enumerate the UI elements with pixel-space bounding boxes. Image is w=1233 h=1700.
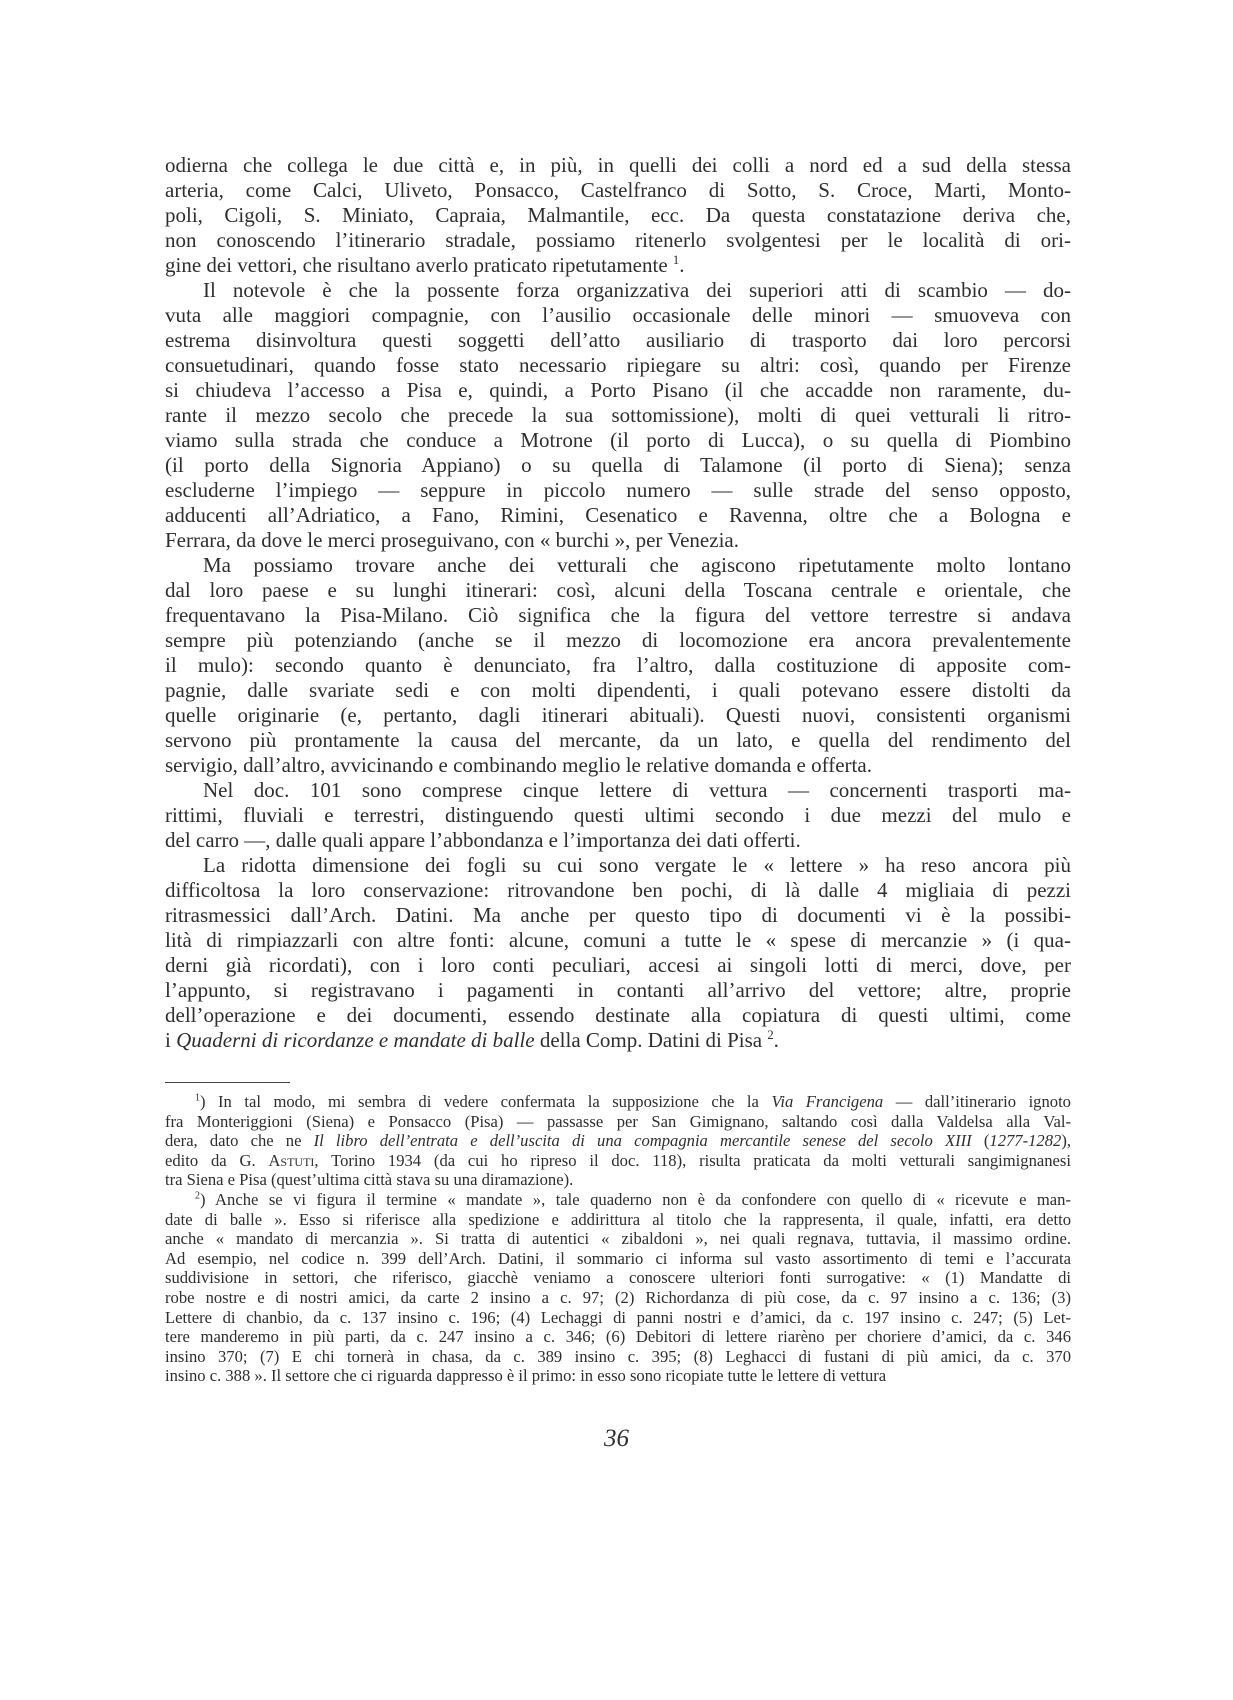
text-line: consuetudinari, quando fosse stato necessario ripiegare su altri: così, quando per Firenze [165, 353, 1071, 377]
text-line: rante il mezzo secolo che precede la sua sottomissione), molti di quei vetturali li ritro- [165, 403, 1071, 427]
text-line: il mulo): secondo quanto è denunciato, fra l’altro, dalla costituzione di apposite com- [165, 653, 1071, 677]
text-line: difficoltosa la loro conservazione: ritrovandone ben pochi, di là dalle 4 migliaia di pezzi [165, 878, 1071, 902]
text-line: Ma possiamo trovare anche dei vetturali che agiscono ripetutamente molto lontano [203, 553, 1071, 577]
page-number: 36 [604, 1425, 629, 1452]
text-line [165, 1151, 1071, 1171]
text-segment: 1277-1282 [989, 1131, 1062, 1151]
text-line: servigio, dall’altro, avvicinando e combinando meglio le relative domanda e offerta. [165, 753, 872, 777]
footnote-ref: 2 [195, 1190, 200, 1202]
paragraph [165, 553, 1071, 778]
text-line: Lettere di chanbio, da c. 137 insino c. 196; (4) Lechaggi di panni nostri e d’amici, da c. 197 insino c. 247; (5) Let- [165, 1307, 1071, 1327]
text-line: date di balle ». Esso si riferisce alla spedizione e addirittura al titolo che la rappresenta, il quale, infatti, era detto [165, 1209, 1071, 1229]
text-segment: ), [1061, 1131, 1071, 1151]
text-line [165, 1131, 1071, 1151]
text-line: derni già ricordati), con i loro conti peculiari, accesi ai singoli lotti di merci, dove, per [165, 953, 1071, 977]
text-line: robe nostre e di nostri amici, da carte 2 insino a c. 97; (2) Richordanza di più cose, da c. 97 insino a c. 136; (3) [165, 1287, 1071, 1307]
text-line: dell’operazione e dei documenti, essendo destinate alla copiatura di questi ultimi, come [165, 1003, 1071, 1027]
text-line [165, 253, 1071, 278]
text-line: ritrasmessici dall’Arch. Datini. Ma anche per questo tipo di documenti vi è la possibi- [165, 903, 1071, 927]
text-segment: edito da G. [165, 1150, 269, 1170]
text-line: escluderne l’impiego — seppure in piccolo numero — sulle strade del senso opposto, [165, 478, 1071, 502]
text-line: odierna che collega le due città e, in più, in quelli dei colli a nord ed a sud della stessa [165, 153, 1071, 177]
footnote-ref: 2 [767, 1028, 774, 1042]
footnotes [165, 1092, 1071, 1386]
paragraph [165, 153, 1071, 278]
main-text [165, 153, 1071, 1053]
text-line [165, 1028, 1071, 1053]
text-line: viamo sulla strada che conduce a Motrone (il porto di Lucca), o su quella di Piombino [165, 428, 1071, 452]
text-line: insino c. 388 ». Il settore che ci riguarda dappresso è il primo: in esso sono ricopiate tutte le lettere di vettura [165, 1366, 887, 1386]
paragraph [165, 278, 1071, 553]
text-line: fra Monteriggioni (Siena) e Ponsacco (Pisa) — passasse per San Gimignano, saltando così dalla Valdelsa alla Val- [165, 1111, 1071, 1131]
text-line: poli, Cigoli, S. Miniato, Capraia, Malmantile, ecc. Da questa constatazione deriva che, [165, 203, 1071, 227]
text-line: frequentavano la Pisa-Milano. Ciò significa che la figura del vettore terrestre si andava [165, 603, 1071, 627]
text-line: arteria, come Calci, Uliveto, Ponsacco, Castelfranco di Sotto, S. Croce, Marti, Monto- [165, 178, 1071, 202]
text-line: non conoscendo l’itinerario stradale, possiamo ritenerlo svolgentesi per le località di ori- [165, 228, 1071, 252]
text-line: (il porto della Signoria Appiano) o su quella di Talamone (il porto di Siena); senza [165, 453, 1071, 477]
text-line: quelle originarie (e, pertanto, dagli itinerari abituali). Questi nuovi, consistenti organismi [165, 703, 1071, 727]
text-line: anche « mandato di mercanzia ». Si tratta di autentici « zibaldoni », nei quali regnava, tuttavia, il massimo ordine. [165, 1229, 1071, 1249]
text-line: del carro —, dalle quali appare l’abbondanza e l’importanza dei dati offerti. [165, 828, 801, 852]
text-line: tra Siena e Pisa (quest’ultima città stava su una diramazione). [165, 1170, 574, 1190]
text-segment: . [773, 1028, 779, 1052]
text-line: insino 370; (7) E chi tornerà in chasa, da c. 389 insino c. 395; (8) Leghacci di fustani di più amici, da c. 370 [165, 1346, 1071, 1366]
text-line: sempre più potenziando (anche se il mezzo di locomozione era ancora prevalentemente [165, 628, 1071, 652]
text-line: si chiudeva l’accesso a Pisa e, quindi, a Porto Pisano (il che accadde non raramente, du- [165, 378, 1071, 402]
text-segment: Il libro dell’entrata e dell’uscita di una compagnia mercantile senese del secolo XIII [313, 1131, 972, 1151]
text-line: Ferrara, da dove le merci proseguivano, con « burchi », per Venezia. [165, 528, 739, 552]
text-line: Il notevole è che la possente forza organizzativa dei superiori atti di scambio — do- [203, 278, 1071, 302]
text-segment: i [165, 1028, 177, 1052]
text-line: tere manderemo in più parti, da c. 247 insino a c. 346; (6) Debitori di lettere riarèno per choriere d’amici, da c. 346 [165, 1327, 1071, 1347]
text-segment: ) Anche se vi figura il termine « mandate », tale quaderno non è da confondere con quello di « ricevute e man- [199, 1189, 1071, 1209]
text-line: lità di rimpiazzarli con altre fonti: alcune, comuni a tutte le « spese di mercanzie » (i qua- [165, 928, 1071, 952]
text-line: l’appunto, si registravano i pagamenti in contanti all’arrivo del vettore; altre, proprie [165, 978, 1071, 1002]
text-line: Ad esempio, nel codice n. 399 dell’Arch. Datini, il sommario ci informa sul vasto assortimento di temi e l’accurata [165, 1248, 1071, 1268]
text-line: servono più prontamente la causa del mercante, da un lato, e quella del rendimento del [165, 728, 1071, 752]
footnote [165, 1092, 1071, 1190]
footnote-ref: 1 [672, 253, 680, 267]
text-line: dal loro paese e su lunghi itinerari: così, alcuni della Toscana centrale e orientale, che [165, 578, 1071, 602]
paragraph [165, 853, 1071, 1053]
text-line: pagnie, dalle svariate sedi e con molti dipendenti, i quali potevano essere distolti da [165, 678, 1071, 702]
footnote [165, 1190, 1071, 1386]
text-line: rittimi, fluviali e terrestri, distinguendo questi ultimi secondo i due mezzi del mulo e [165, 803, 1071, 827]
text-line [165, 1190, 1071, 1210]
text-line: suddivisione in settori, che riferisco, giacchè veniamo a conoscere ulteriori fonti surrogative: « (1) Mandatte di [165, 1268, 1071, 1288]
text-segment: . [679, 253, 685, 277]
text-segment: — dall’itinerario ignoto [883, 1092, 1071, 1111]
text-segment: Quaderni di ricordanze e mandate di balle [176, 1028, 535, 1052]
footnote-separator [165, 1082, 290, 1083]
text-segment: ( [971, 1131, 990, 1151]
text-segment: dera, dato che ne [165, 1131, 314, 1151]
footnote-ref: 1 [195, 1092, 200, 1104]
text-segment: della Comp. Datini di Pisa [534, 1028, 768, 1052]
paragraph [165, 778, 1071, 853]
text-line: estrema disinvoltura questi soggetti dell’atto ausiliario di trasporto dai loro percorsi [165, 328, 1071, 352]
text-line [165, 1092, 1071, 1112]
text-line: vuta alle maggiori compagnie, con l’ausilio occasionale delle minori — smuoveva con [165, 303, 1071, 327]
text-line: Nel doc. 101 sono comprese cinque lettere di vettura — concernenti trasporti ma- [203, 778, 1071, 802]
text-line: adducenti all’Adriatico, a Fano, Rimini, Cesenatico e Ravenna, oltre che a Bologna e [165, 503, 1071, 527]
text-segment: ) In tal modo, mi sembra di vedere confermata la supposizione che la [199, 1092, 772, 1111]
text-segment: Astuti [268, 1150, 315, 1170]
text-line: La ridotta dimensione dei fogli su cui sono vergate le « lettere » ha reso ancora più [203, 853, 1071, 877]
text-segment: Via Francigena [771, 1092, 884, 1111]
text-segment: , Torino 1934 (da cui ho ripreso il doc. 118), risulta praticata da molti vetturali sangimignanesi [314, 1150, 1071, 1170]
text-segment: gine dei vettori, che risultano averlo praticato ripetutamente [165, 253, 673, 277]
